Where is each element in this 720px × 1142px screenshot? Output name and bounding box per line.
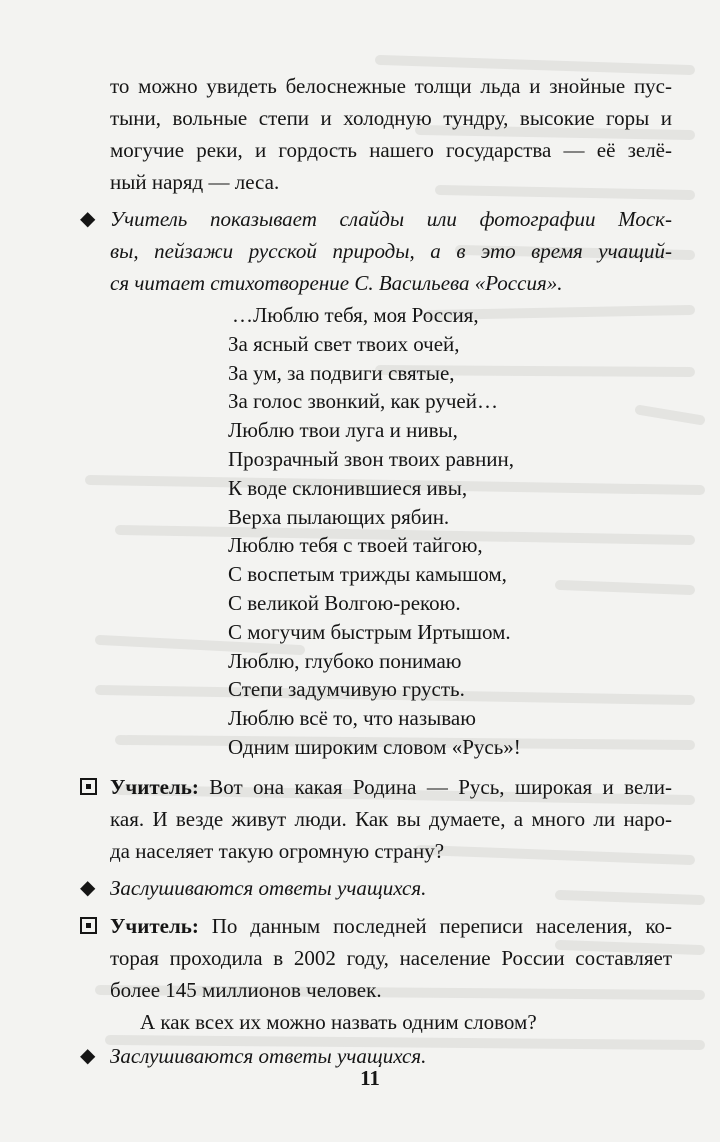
text-line: Учитель показывает слайды или фотографии Моск- [110,207,672,231]
text-line: кая. И везде живут люди. Как вы думаете, а много ли наро- [110,807,672,831]
poem-line: За ясный свет твоих очей, [228,331,460,356]
teacher-marker-icon [80,778,97,795]
text-line: Заслушиваются ответы учащихся. [110,876,427,900]
poem-line: С воспетым трижды камышом, [228,562,507,587]
text-line: ный наряд — леса. [110,170,280,194]
diamond-bullet-icon: ◆ [80,877,96,899]
diamond-bullet-icon: ◆ [80,208,96,230]
poem-line: Люблю тебя с твоей тайгою, [228,533,483,558]
poem-line: К воде склонившиеся ивы, [228,475,468,500]
text-line: Заслушиваются ответы учащихся. [110,1044,427,1068]
poem-line: Одним широким словом «Русь»! [228,735,521,759]
text-line: А как всех их можно назвать одним словом? [140,1010,537,1034]
teacher-marker-icon [80,917,97,934]
text-line: более 145 миллионов человек. [110,978,382,1002]
text-line: торая проходила в 2002 году, население России составляет [110,946,672,970]
text-line: Учитель: По данным последней переписи населения, ко- [110,914,672,938]
page-number: 11 [360,1066,380,1090]
text-line: да населяет такую огромную страну? [110,839,445,863]
poem-line: Люблю всё то, что называю [228,706,476,731]
text-line: Учитель: Вот она какая Родина — Русь, широкая и вели- [110,775,672,799]
text-line: могучие реки, и гордость нашего государства — её зелё- [110,138,672,162]
poem-line: Степи задумчивую грусть. [228,677,465,702]
text-line: вы, пейзажи русской природы, а в это время учащий- [110,239,672,263]
poem-line: Люблю, глубоко понимаю [228,648,462,673]
text-line: тыни, вольные степи и холодную тундру, высокие горы и [110,106,672,130]
speaker-label: Учитель: [110,914,199,938]
show-through-stroke [380,60,690,70]
poem-line: За голос звонкий, как ручей… [228,389,498,414]
poem-line: …Люблю тебя, моя Россия, [232,303,479,327]
poem-line: За ум, за подвиги святые, [228,360,455,385]
poem-line: Прозрачный звон твоих равнин, [228,447,515,471]
poem-line: С великой Волгою-рекою. [228,591,461,615]
poem-line: Верха пылающих рябин. [228,504,450,529]
diamond-bullet-icon: ◆ [80,1045,96,1067]
speaker-label: Учитель: [110,775,199,799]
poem-line: Люблю твои луга и нивы, [228,418,458,443]
poem-line: С могучим быстрым Иртышом. [228,619,511,644]
text-line: ся читает стихотворение С. Васильева «Россия». [110,271,563,295]
text-line: то можно увидеть белоснежные толщи льда и знойные пус- [110,74,672,98]
